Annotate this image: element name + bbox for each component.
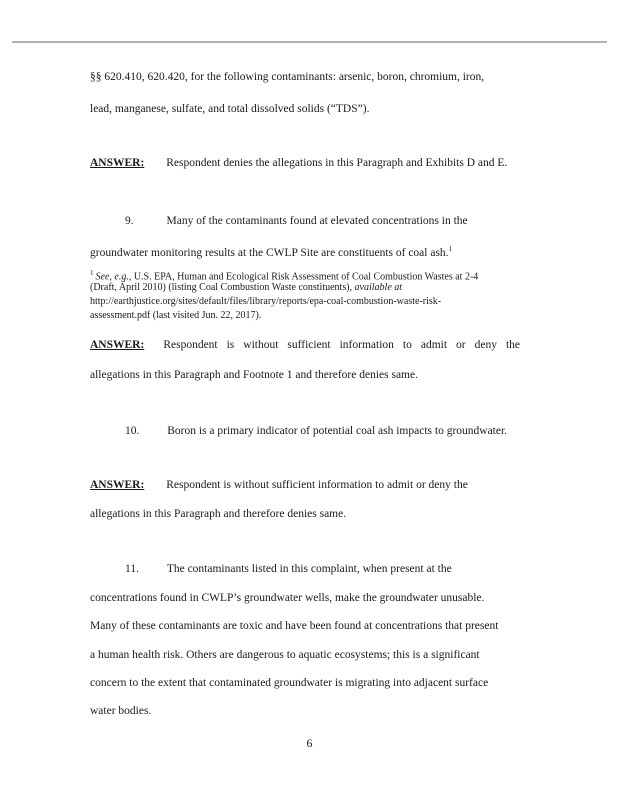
paragraph-text: groundwater monitoring results at the CWLP Site are constituents of coal ash. (90, 246, 449, 259)
answer-block-1 (90, 157, 507, 169)
paragraph-number: 11. (125, 563, 139, 575)
footnote-italic: available at (354, 282, 403, 293)
answer-block-2 (90, 339, 520, 351)
paragraph-text: The contaminants listed in this complaint, when present at the (166, 563, 452, 575)
intro-line-1: §§ 620.410, 620.420, for the following contaminants: arsenic, boron, chromium, iron, (90, 71, 485, 83)
answer-label: ANSWER: (90, 479, 145, 491)
footnote-text: (Draft, April 2010) (listing Coal Combustion Waste constituents), (90, 282, 355, 293)
paragraph-text: Many of the contaminants found at elevated concentrations in the (166, 215, 468, 227)
footnote-signal: See, e.g. (95, 271, 129, 283)
paragraph-11-line-4: a human health risk. Others are dangerous to aquatic ecosystems; this is a significant (90, 649, 480, 661)
paragraph-9-line-1 (125, 215, 468, 227)
paragraph-number: 10. (125, 425, 140, 437)
paragraph-11-line-6: water bodies. (90, 705, 152, 717)
answer-3-line-2: allegations in this Paragraph and therefore denies same. (90, 508, 347, 520)
footnote-line-4: assessment.pdf (last visited Jun. 22, 2017). (90, 310, 262, 321)
answer-text: Respondent is without sufficient information to admit or deny the (166, 479, 468, 491)
footnote-number: 1 (90, 269, 94, 277)
paragraph-11-line-3: Many of these contaminants are toxic and have been found at concentrations that present (90, 620, 499, 632)
paragraph-11-line-1 (125, 563, 452, 575)
footnote-line-2 (90, 281, 402, 294)
paragraph-10 (125, 425, 507, 437)
answer-label: ANSWER: (90, 339, 145, 351)
footnote-url-line: http://earthjustice.org/sites/default/files/library/reports/epa-coal-combustion-waste-risk- (90, 296, 442, 307)
footnote-text: , U.S. EPA, Human and Ecological Risk Assessment of Coal Combustion Wastes at 2-4 (128, 271, 479, 283)
paragraph-11-line-5: concern to the extent that contaminated groundwater is migrating into adjacent surface (90, 677, 489, 689)
paragraph-11-line-2: concentrations found in CWLP’s groundwater wells, make the groundwater unusable. (90, 592, 485, 604)
answer-label: ANSWER: (90, 157, 145, 169)
header-rule (12, 41, 607, 43)
answer-text: Respondent denies the allegations in this Paragraph and Exhibits D and E. (166, 157, 508, 169)
answer-text: Respondent is without sufficient information to admit or deny the (163, 339, 520, 351)
paragraph-9-line-2 (90, 245, 452, 259)
page-number: 6 (306, 736, 313, 750)
footnote-reference: 1 (448, 245, 453, 253)
answer-2-line-2: allegations in this Paragraph and Footnote 1 and therefore denies same. (90, 369, 418, 381)
paragraph-number: 9. (125, 215, 134, 227)
answer-block-3 (90, 479, 468, 491)
paragraph-text: Boron is a primary indicator of potential coal ash impacts to groundwater. (167, 425, 508, 437)
intro-line-2: lead, manganese, sulfate, and total dissolved solids (“TDS”). (90, 103, 370, 115)
